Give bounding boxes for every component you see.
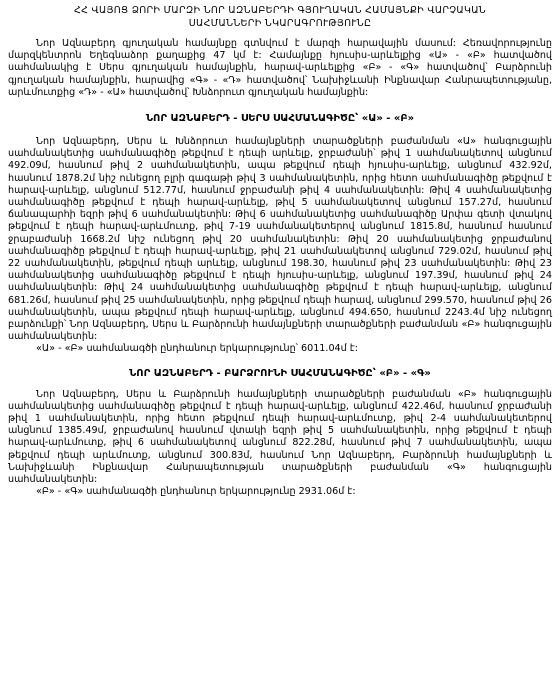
section-body-b-g: Նոր Ազնաբերդ, Սերս և Բարձրունի համայնքների տարածքների բաժանման «Բ» հանգուցային սահմանակետից սահմանագիծը թեքվում է դեպի հարավ-արևելք, անցնում 422.46մ, հասնում ջրբաժանի թիվ 1 սահմանակետին, որից հետո թեքվում դեպի հարավ-արևմուտք, թիվ 2-4 սահմանակետերով անցնում 1385.49մ, ջրբաժանով հասնում վտակի եզրի թիվ 5 սահմանակետին, որից թեքվում է դեպի հարավ-արևմուտք, թիվ 6 սահմանակետով անցնում 822.28մ, հասնում թիվ 7 սահմանակետին, ապա թեքվում դեպի արևմուտք, անցնում 300.83մ, հասնում Նոր Ազնաբերդ, Բարձրունի համայնքների և Նախիջևանի Ինքնավար Հանրապետության տարածքների բաժանման «Գ» հանգուցային սահմանակետին: — [8, 388, 552, 486]
document-title: ՀՀ ՎԱՅՈՑ ՁՈՐԻ ՄԱՐԶԻ ՆՈՐ ԱԶՆԱԲԵՐԴԻ ԳՅՈՒՂԱԿԱՆ ՀԱՄԱՅՆՔԻ ՎԱՐՉԱԿԱՆ ՍԱՀՄԱՆՆԵՐԻ ՆԿԱՐԱԳՐՈՒԹՅՈՒՆԸ — [73, 5, 487, 29]
section-body-a-b: Նոր Ազնաբերդ, Սերս և Խնձորուտ համայնքների տարածքների բաժանման «Ա» հանգուցային սահմանակետից սահմանագիծը թեքվում է դեպի արևելք, ջրբաժանի՝ թիվ 1 սահմանակետով անցնում 492.09մ, հասնում թիվ 2 սահմանակետին, ապա թեքվում դեպի հյուսիս-արևելք, անցնում 432.92մ, հասնում 1878.2մ նիշ ունեցող բլրի գագաթի թիվ 3 սահմանակետին, որից հետո սահմանագիծը թեքվում է հարավ-արևելք, անցնում 512.77մ, հասնում ջրբաժանի թիվ 4 սահմանակետին: Թիվ 4 սահմանակետից սահմանագիծը թեքվում է դեպի հարավ-արևելք, թիվ 5 սահմանակետով անցնում 157.27մ, հասնում ճանապարհի եզրի թիվ 6 սահմանակետին: Թիվ 6 սահմանակետից սահմանագիծը Արփա գետի վտակով թեքվում է դեպի հարավ-արևմուտք, թիվ 7-19 սահմանակետերով անցնում 1815.8մ, հասնում հասնում ջրաբաժանի 1668.2մ նիշ ունեցող թիվ 20 սահմանակետին: Թիվ 20 սահմանակետից ջրբաժանով սահմանագիծը թեքվում է դեպի հարավ-արևելք, թիվ 21 սահմանակետով անցնում 729.02մ, հասնում թիվ 22 սահմանակետին, թեքվում դեպի արևելք, անցնում 198.30, հասնում թիվ 23 սահմանակետին: Թիվ 23 սահմանակետից սահմանագիծը թեքվում է դեպի հյուսիս-արևելք, անցնում 197.39մ, հասնում թիվ 24 սահմանակետին: Թիվ 24 սահմանակետից սահմանագիծը թեքվում է դեպի հարավ-արևելք, անցնում 681.26մ, հասնում թիվ 25 սահմանակետին, որից թեքվում դեպի հարավ, անցնում 299.570, հասնում թիվ 26 սահմանակետին, ապա թեքվում դեպի հարավ-արևելք, անցնում 494.650, հասնում 2243.4մ նիշ ունեցող բարձունքի՝ Նոր Ազնաբերդ, Սերս և Բարձրունի համայնքների տարածքների բաժանման «Բ» հանգուցային սահմանակետին: — [8, 136, 552, 343]
section-heading-a-b: ՆՈՐ ԱԶՆԱԲԵՐԴ - ՍԵՐՍ ՍԱՀՄԱՆԱԳԻԾԸ՝ «Ա» - «Բ» — [145, 113, 415, 125]
intro-paragraph: Նոր Ազնաբերդ գյուղական համայնքը գտնվում է մարզի հարավային մասում: Հեռավորությունը մարզկենտրոն Եղեգնաձոր քաղաքից 47 կմ է: Համայնքը հյուսիս-արևելքից «Ա» - «Բ» հատվածով սահմանակից է Սերս գյուղական համայնքին, հարավ-արևելքից «Բ» - «Գ» հատվածով՝ Բարձրունի գյուղական համայնքին, հարավից «Գ» - «Դ» հատվածով՝ Նախիջևանի Ինքնավար Հանրապետությանը, արևմուտքից «Դ» - «Ա» հատվածով՝ Խնձորուտ գյուղական համայնքին: — [8, 38, 552, 98]
section-total-a-b: «Ա» - «Բ» սահմանագծի ընդհանուր երկարությունը՝ 6011.04մ է: — [36, 343, 358, 355]
section-total-b-g: «Բ» - «Գ» սահմանագծի ընդհանուր երկարությունը 2931.06մ է: — [36, 486, 356, 498]
section-heading-b-g: ՆՈՐ ԱԶՆԱԲԵՐԴ - ԲԱՐՁՐՈՒՆԻ ՍԱՀՄԱՆԱԳԻԾԸ՝ «Բ» - «Գ» — [129, 367, 431, 379]
